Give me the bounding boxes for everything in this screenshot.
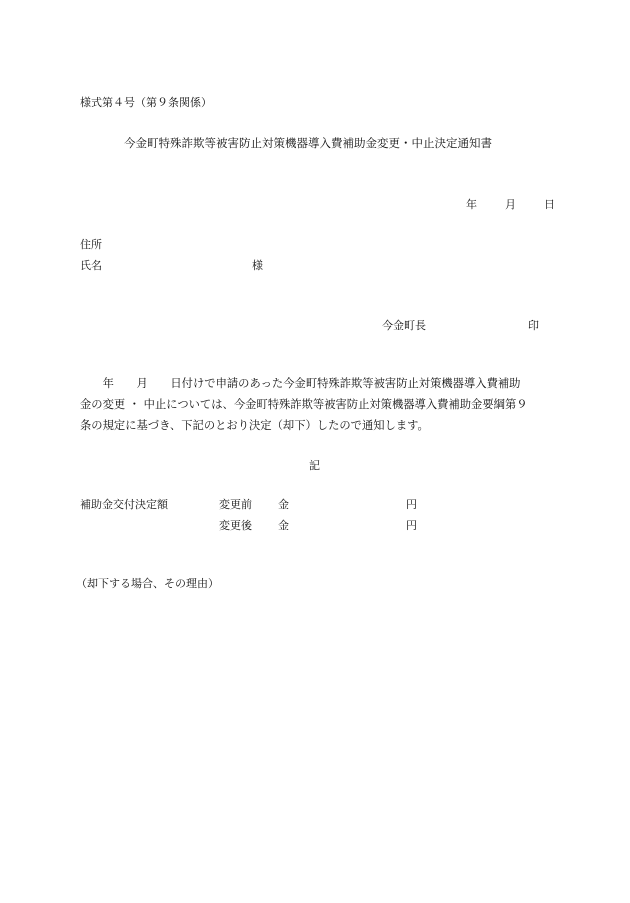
issuer-title: 今金町長 — [382, 319, 426, 332]
after-kin-label: 金 — [278, 519, 289, 532]
before-yen-label: 円 — [406, 498, 417, 511]
honorific-label: 様 — [252, 259, 263, 272]
body-line-2: 金の変更 ・ 中止については、今金町特殊詐欺等被害防止対策機器導入費補助金要綱第９ — [80, 398, 528, 411]
before-change-label: 変更前 — [219, 498, 252, 511]
after-yen-label: 円 — [406, 519, 417, 532]
amount-label: 補助金交付決定額 — [80, 498, 168, 511]
body-line-1: 年 月 日付けで申請のあった今金町特殊詐欺等被害防止対策機器導入費補助 — [80, 377, 521, 390]
date-line — [466, 199, 555, 210]
ki-heading: 記 — [309, 459, 320, 472]
date-year: 年 — [466, 198, 477, 211]
form-number: 様式第４号（第９条関係） — [80, 96, 212, 109]
name-label: 氏名 — [80, 259, 102, 272]
document-title: 今金町特殊詐欺等被害防止対策機器導入費補助金変更・中止決定通知書 — [124, 136, 492, 150]
before-kin-label: 金 — [278, 498, 289, 511]
body-line-3: 条の規定に基づき、下記のとおり決定（却下）したので通知します。 — [80, 419, 429, 432]
after-change-label: 変更後 — [219, 519, 252, 532]
seal-mark: 印 — [528, 319, 539, 332]
date-month: 月 — [505, 198, 516, 211]
date-day: 日 — [544, 198, 555, 211]
address-label: 住所 — [80, 238, 102, 251]
rejection-reason-note: （却下する場合、その理由） — [76, 577, 219, 590]
